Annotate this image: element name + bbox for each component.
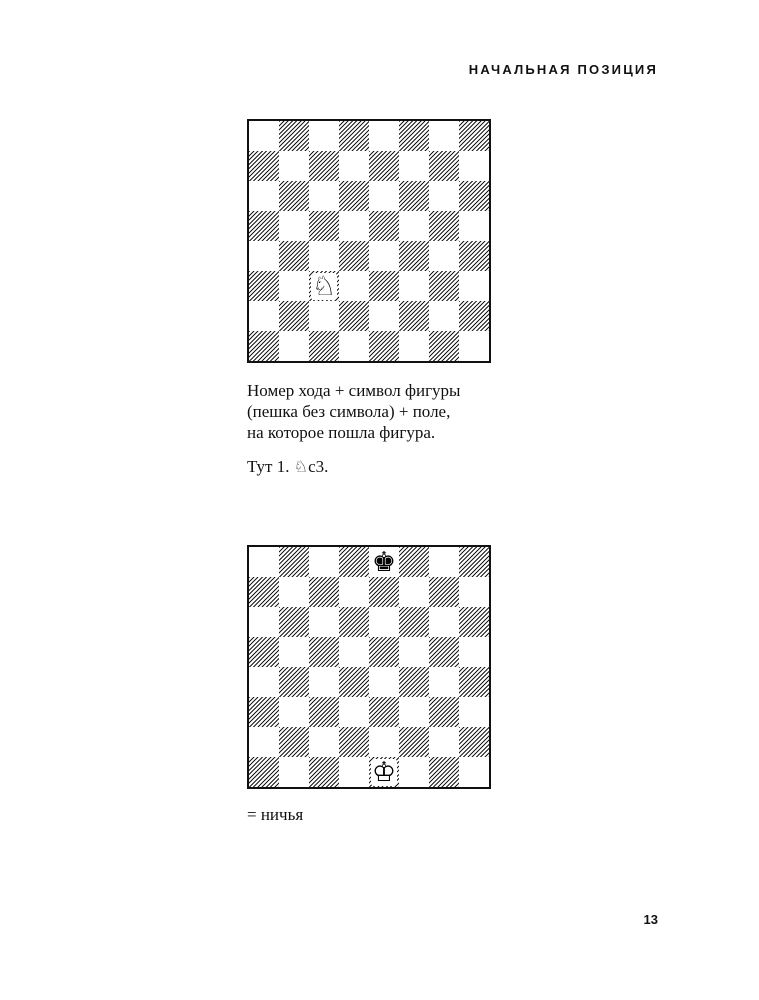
square-f6 [399,181,429,211]
running-head: НАЧАЛЬНАЯ ПОЗИЦИЯ [468,62,658,77]
square-b8 [279,121,309,151]
square-c8 [309,121,339,151]
square-e8 [369,121,399,151]
square-f8 [399,121,429,151]
caption-line: Номер хода + символ фигуры [247,381,461,400]
square-d5 [339,211,369,241]
square-d3 [339,697,369,727]
square-f7 [399,577,429,607]
chessboard-diagram-2 [247,545,491,789]
square-c7 [309,577,339,607]
square-e3 [369,271,399,301]
square-h6 [459,607,489,637]
square-a2 [249,301,279,331]
square-e4 [369,667,399,697]
square-d6 [339,607,369,637]
square-a5 [249,637,279,667]
square-c3 [309,271,339,301]
page-number: 13 [643,912,658,927]
square-a8 [249,121,279,151]
square-h4 [459,667,489,697]
square-h3 [459,271,489,301]
square-h8 [459,547,489,577]
square-d7 [339,577,369,607]
square-c4 [309,241,339,271]
square-d3 [339,271,369,301]
square-g3 [429,271,459,301]
square-e7 [369,577,399,607]
square-c4 [309,667,339,697]
square-e5 [369,211,399,241]
square-h7 [459,577,489,607]
square-f7 [399,151,429,181]
square-f4 [399,667,429,697]
square-b7 [279,151,309,181]
square-e1 [369,331,399,361]
square-b1 [279,331,309,361]
square-d5 [339,637,369,667]
square-c8 [309,547,339,577]
square-e3 [369,697,399,727]
square-c5 [309,637,339,667]
square-a8 [249,547,279,577]
move-example [247,456,328,477]
square-h3 [459,697,489,727]
square-h6 [459,181,489,211]
notation-explanation [247,380,460,443]
square-b6 [279,607,309,637]
square-f2 [399,727,429,757]
square-g7 [429,577,459,607]
square-b2 [279,301,309,331]
square-g4 [429,241,459,271]
square-f6 [399,607,429,637]
square-c7 [309,151,339,181]
chessboard-diagram-1 [247,119,491,363]
square-g5 [429,637,459,667]
square-g2 [429,727,459,757]
square-a6 [249,181,279,211]
square-f8 [399,547,429,577]
square-a3 [249,271,279,301]
square-b4 [279,241,309,271]
square-h2 [459,727,489,757]
square-f4 [399,241,429,271]
caption-line: на которое пошла фигура. [247,423,436,442]
square-h1 [459,331,489,361]
square-f5 [399,637,429,667]
square-e6 [369,181,399,211]
square-a4 [249,241,279,271]
square-e5 [369,637,399,667]
knight-icon: ♘ [293,457,309,476]
square-c5 [309,211,339,241]
square-c3 [309,697,339,727]
square-d4 [339,241,369,271]
square-e1 [369,757,399,787]
square-b5 [279,637,309,667]
square-b1 [279,757,309,787]
square-g5 [429,211,459,241]
square-b4 [279,667,309,697]
square-g3 [429,697,459,727]
caption-line: (пешка без символа) + поле, [247,402,451,421]
square-h4 [459,241,489,271]
square-c1 [309,331,339,361]
square-d7 [339,151,369,181]
square-h1 [459,757,489,787]
square-h2 [459,301,489,331]
square-g1 [429,331,459,361]
square-f3 [399,697,429,727]
square-g1 [429,757,459,787]
move-example-prefix: Тут 1. [247,457,294,476]
square-g2 [429,301,459,331]
square-b3 [279,697,309,727]
square-d1 [339,757,369,787]
square-e2 [369,727,399,757]
square-b8 [279,547,309,577]
square-c2 [309,301,339,331]
square-d6 [339,181,369,211]
square-h5 [459,637,489,667]
square-c6 [309,607,339,637]
square-a5 [249,211,279,241]
square-d4 [339,667,369,697]
square-b5 [279,211,309,241]
square-a2 [249,727,279,757]
square-f5 [399,211,429,241]
square-f1 [399,331,429,361]
square-c2 [309,727,339,757]
square-b3 [279,271,309,301]
square-g8 [429,121,459,151]
square-c6 [309,181,339,211]
square-d2 [339,301,369,331]
move-example-square: c3. [308,457,329,476]
square-e8 [369,547,399,577]
square-g7 [429,151,459,181]
square-g6 [429,181,459,211]
square-b2 [279,727,309,757]
square-d8 [339,547,369,577]
square-e4 [369,241,399,271]
square-c1 [309,757,339,787]
square-d2 [339,727,369,757]
square-f1 [399,757,429,787]
square-a1 [249,757,279,787]
square-e6 [369,607,399,637]
square-a4 [249,667,279,697]
square-a6 [249,607,279,637]
square-g4 [429,667,459,697]
square-a7 [249,151,279,181]
white-knight-icon: ♘ [311,270,337,302]
square-f3 [399,271,429,301]
square-e2 [369,301,399,331]
square-b6 [279,181,309,211]
square-a7 [249,577,279,607]
square-h5 [459,211,489,241]
square-h8 [459,121,489,151]
square-g8 [429,547,459,577]
square-d1 [339,331,369,361]
square-a3 [249,697,279,727]
square-a1 [249,331,279,361]
square-e7 [369,151,399,181]
square-b7 [279,577,309,607]
square-h7 [459,151,489,181]
draw-caption: = ничья [247,805,304,824]
square-d8 [339,121,369,151]
black-king-icon: ♚ [371,546,397,578]
square-g6 [429,607,459,637]
square-f2 [399,301,429,331]
white-king-icon: ♔ [371,756,397,788]
